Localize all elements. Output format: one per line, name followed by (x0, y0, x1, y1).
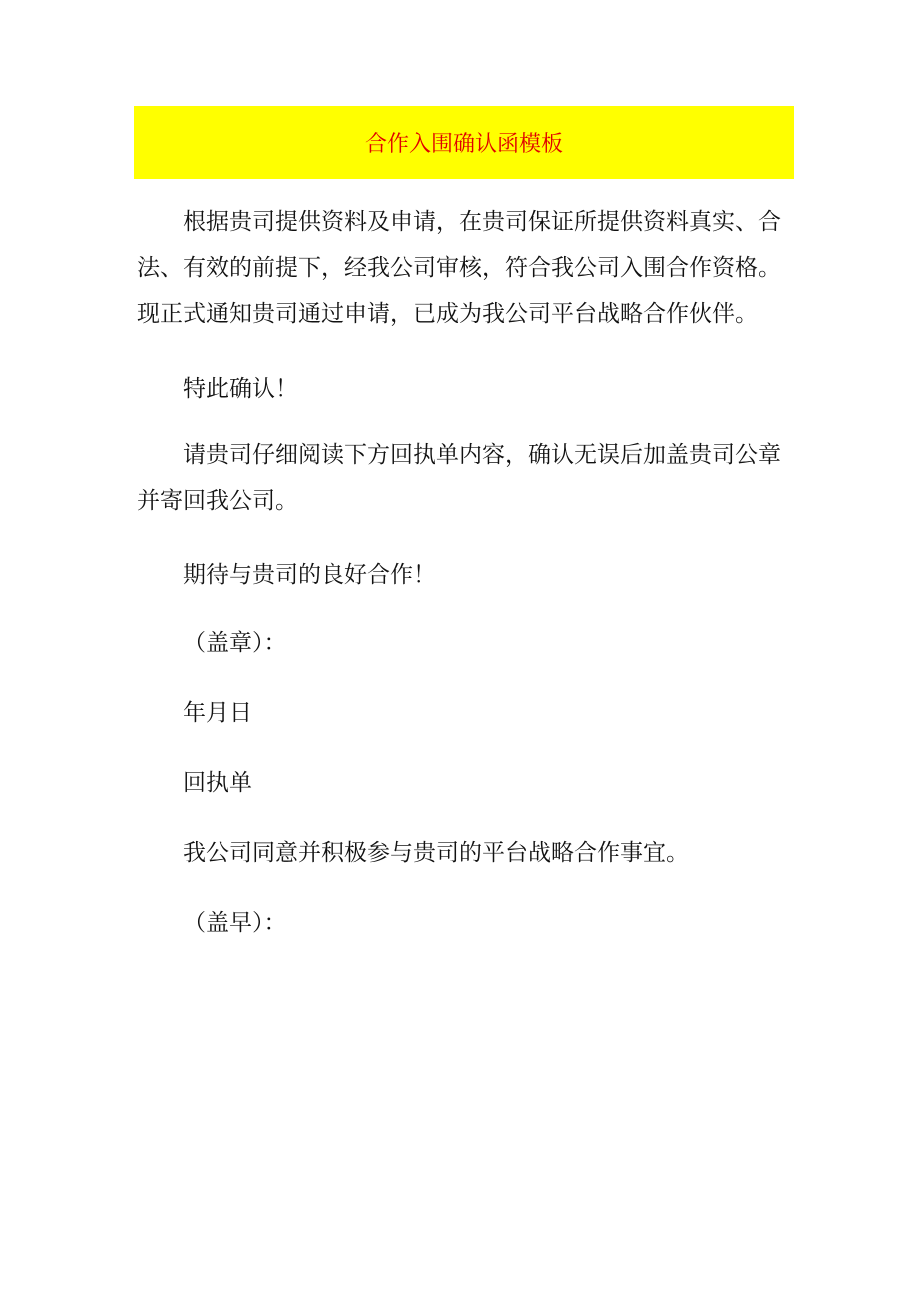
receipt-heading: 回执单 (183, 770, 252, 796)
paragraph-expectation-block (137, 552, 797, 598)
paragraph-confirm-block (137, 366, 797, 412)
paragraph-confirm: 特此确认！ (183, 376, 298, 402)
receipt-statement: 我公司同意并积极参与贵司的平台战略合作事宜。 (183, 840, 689, 866)
date-line: 年月日 (183, 700, 252, 726)
receipt-seal-line: （盖早）： (183, 910, 287, 936)
seal-line: （盖章）： (183, 630, 287, 656)
date-line-block (137, 690, 797, 736)
receipt-seal-line-block (137, 900, 797, 946)
paragraph-instructions-block (137, 432, 797, 524)
seal-line-block (137, 620, 797, 666)
receipt-statement-block (137, 830, 797, 876)
title-band (134, 106, 794, 179)
paragraph-instructions: 请贵司仔细阅读下方回执单内容，确认无误后加盖贵司公章并寄回我公司。 (137, 442, 781, 514)
paragraph-intro: 根据贵司提供资料及申请，在贵司保证所提供资料真实、合法、有效的前提下，经我公司审核，符合我公司入围合作资格。现正式通知贵司通过申请，已成为我公司平台战略合作伙伴。 (137, 209, 781, 327)
paragraph-intro-block (137, 199, 797, 337)
document-title: 合作入围确认函模板 (364, 132, 563, 157)
paragraph-expectation: 期待与贵司的良好合作！ (183, 562, 436, 588)
receipt-heading-block (137, 760, 797, 806)
